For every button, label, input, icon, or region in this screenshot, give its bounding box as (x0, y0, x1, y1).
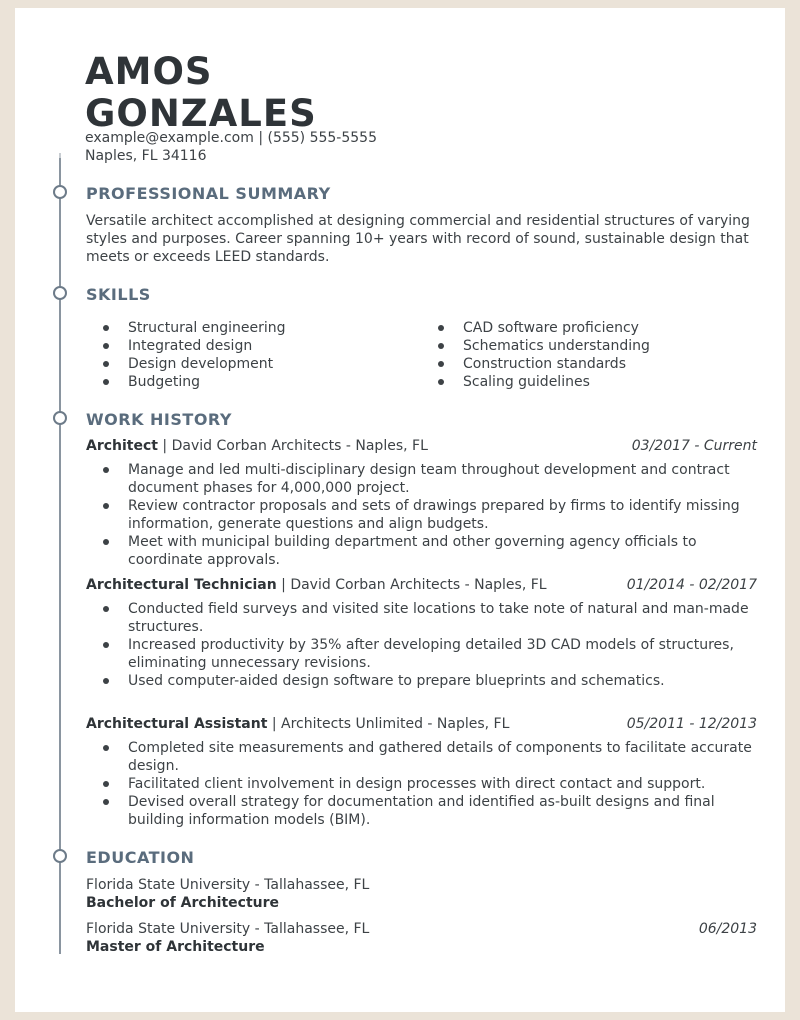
education-school: Florida State University - Tallahassee, FL (86, 877, 370, 893)
job-dates: 01/2014 - 02/2017 (626, 577, 757, 593)
job-bullet: Meet with municipal building department and other governing agency officials to coordinate approvals. (86, 533, 766, 569)
job-dates: 05/2011 - 12/2013 (626, 716, 757, 732)
work-heading: WORK HISTORY (86, 410, 232, 429)
job-bullet: Conducted field surveys and visited site locations to take note of natural and man-made structures. (86, 600, 766, 636)
section-marker-work (53, 411, 67, 425)
education-entry (86, 920, 757, 956)
education-date: 06/2013 (698, 921, 757, 937)
skill-item: Design development (86, 355, 406, 373)
job-bullet: Completed site measurements and gathered details of components to facilitate accurate design. (86, 739, 766, 775)
job-employer: | David Corban Architects - Naples, FL (157, 438, 428, 454)
job-bullet: Manage and led multi-disciplinary design team throughout development and contract document phases for 4,000,000 project. (86, 461, 766, 497)
last-name: GONZALES (85, 92, 317, 135)
skills-list-left (86, 319, 406, 391)
job-bullet: Facilitated client involvement in design processes with direct contact and support. (86, 775, 766, 793)
section-marker-skills (53, 286, 67, 300)
job-employer: | Architects Unlimited - Naples, FL (267, 716, 510, 732)
skill-item: Scaling guidelines (421, 373, 761, 391)
education-heading: EDUCATION (86, 848, 195, 867)
job-bullets (86, 461, 766, 569)
skills-heading: SKILLS (86, 285, 151, 304)
job-title: Architectural Technician (86, 577, 277, 593)
education-entry (86, 876, 757, 912)
first-name: AMOS (85, 50, 213, 93)
timeline-line (59, 158, 61, 954)
job-bullets (86, 739, 766, 829)
summary-text: Versatile architect accomplished at designing commercial and residential structures of varying styles and purposes. Career spanning 10+ years with record of sound, sustainable design that meets or exceeds LEED standards. (86, 213, 750, 265)
location: Naples, FL 34116 (85, 148, 207, 164)
skill-item: Structural engineering (86, 319, 406, 337)
education-school: Florida State University - Tallahassee, FL (86, 921, 370, 937)
section-marker-summary (53, 185, 67, 199)
job-employer: | David Corban Architects - Naples, FL (276, 577, 547, 593)
education-degree: Bachelor of Architecture (86, 895, 280, 911)
candidate-name (85, 51, 317, 135)
section-marker-education (53, 849, 67, 863)
skill-item: Integrated design (86, 337, 406, 355)
job-bullet: Devised overall strategy for documentation and identified as-built designs and final building information models (BIM). (86, 793, 766, 829)
job-bullet: Increased productivity by 35% after developing detailed 3D CAD models of structures, eliminating unnecessary revisions. (86, 636, 766, 672)
skills-list-right (421, 319, 761, 391)
resume-page (15, 8, 785, 1012)
skill-item: Schematics understanding (421, 337, 761, 355)
skill-item: Construction standards (421, 355, 761, 373)
job-bullet: Review contractor proposals and sets of drawings prepared by firms to identify missing information, generate questions and align budgets. (86, 497, 766, 533)
skill-item: CAD software proficiency (421, 319, 761, 337)
contact-line: example@example.com | (555) 555-5555 (85, 130, 377, 146)
job-header (86, 437, 757, 455)
job-header (86, 576, 757, 594)
job-dates: 03/2017 - Current (631, 438, 757, 454)
job-bullet: Used computer-aided design software to prepare blueprints and schematics. (86, 672, 766, 690)
education-degree: Master of Architecture (86, 939, 265, 955)
job-header (86, 715, 757, 733)
job-title: Architectural Assistant (86, 716, 268, 732)
skill-item: Budgeting (86, 373, 406, 391)
job-title: Architect (86, 438, 158, 454)
job-bullets (86, 600, 766, 690)
summary-heading: PROFESSIONAL SUMMARY (86, 184, 331, 203)
